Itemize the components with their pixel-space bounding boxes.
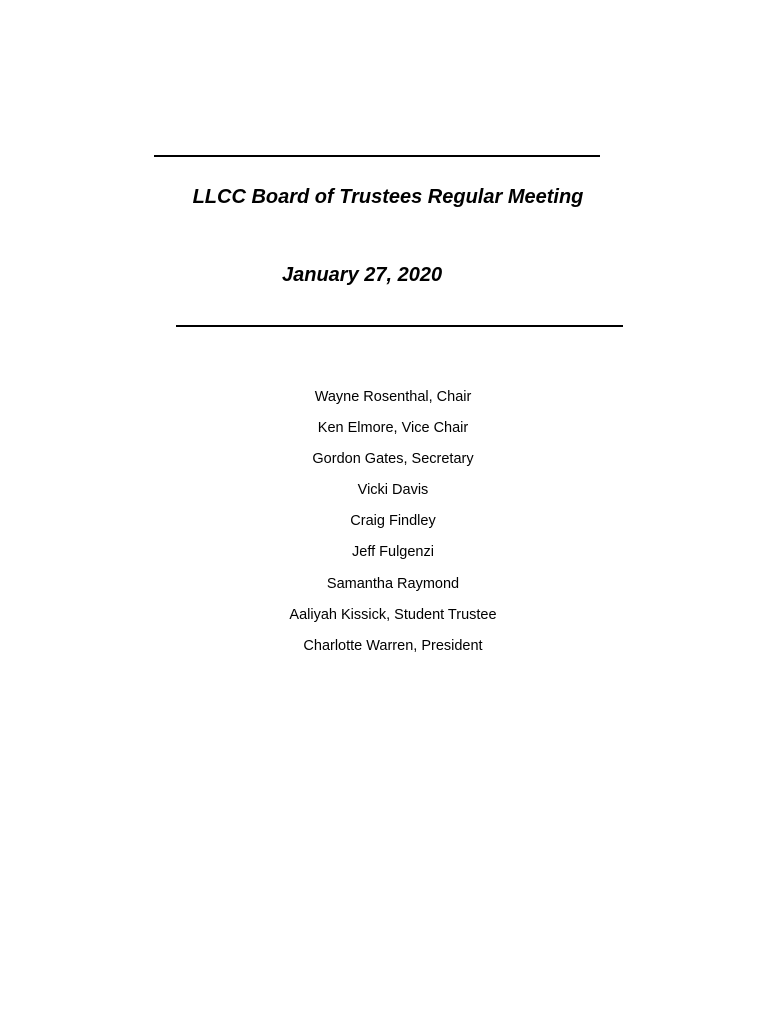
trustee-name: Samantha Raymond [326, 575, 460, 592]
bottom-rule [176, 325, 623, 327]
trustee-name: Jeff Fulgenzi [352, 544, 434, 561]
meeting-title: LLCC Board of Trustees Regular Meeting [192, 186, 584, 208]
trustee-name: Charlotte Warren, President [303, 637, 483, 654]
trustee-name: Craig Findley [350, 513, 436, 530]
meeting-date: January 27, 2020 [282, 264, 443, 286]
trustee-name: Gordon Gates, Secretary [312, 451, 474, 468]
top-rule [154, 155, 600, 157]
trustee-list [0, 388, 770, 668]
trustee-name: Ken Elmore, Vice Chair [317, 420, 469, 437]
trustee-name: Wayne Rosenthal, Chair [314, 389, 472, 405]
trustee-name: Aaliyah Kissick, Student Trustee [289, 606, 497, 623]
trustee-name: Vicki Davis [357, 482, 429, 499]
